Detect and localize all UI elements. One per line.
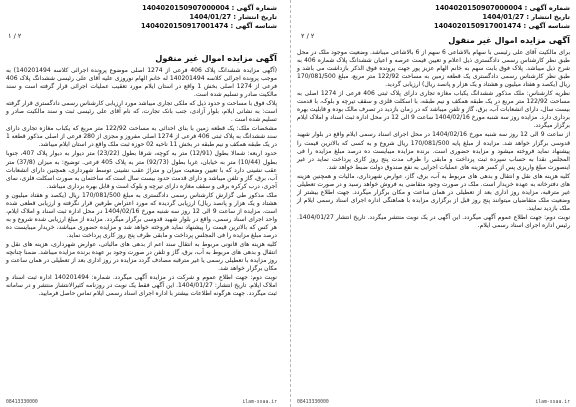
footer-site: ilam-ssaa.ir	[242, 400, 277, 405]
body-paragraph: نوبت دوم: جهت اطلاع عموم و شرکت در مزایده آگهی میگردد. شماره: 140201494 اداره ثبت اسناد و املاک ایلام. تاریخ انتشار: 1404/01/27. این آگهی فقط یک نوبت در روزنامه کثیرالانتشار منتشر و در سامانه ثبت میگردد. جهت هرگونه اطلاعات بیشتر با اداره اجرای اسناد رسمی ایلام تماس حاصل فرمایید.	[6, 274, 277, 298]
publish-date-row	[297, 13, 570, 22]
tracking-id-row	[297, 22, 570, 31]
publish-date-row	[6, 13, 277, 22]
publish-date-value: 1404/01/27	[189, 13, 232, 21]
notice-title: آگهی مزایده اموال غیر منقول	[155, 53, 277, 63]
body-paragraph: حدود اربعه: شمالا بطول (12/91) متر به کوچه، شرقا بطول (23/22) متر دیوار به دیوار پلاک 407، جنوبا بطول (10/44) متر به خیابان، غربا بطول (92/73) متر به پلاک 405 فرعی. توضیح: به میزان (37/8) متر عقب نشینی دارد که با تعیین وضعیت میزان و متراژ عقب نشینی توسط شهرداری، همچنین دارای انشعابات آب، برق، گاز و تلفن میباشد و دارای قدمت حدود بیست سال است که ساختمان به صورت اسکلت فلزی، نمای آجری، درب کرکره برقی و سقف مغازه دارای تیرچه و بلوک است و قابل بهره برداری میباشد.	[6, 150, 278, 190]
publish-date-label: تاریخ انتشار :	[526, 13, 570, 21]
footer-phone: 08413330000	[297, 400, 329, 405]
tracking-id-value: 1404020150917001474	[141, 22, 229, 30]
body-paragraph: پلاک فوق با مساحت و حدود ذیل که ملکی تجاری میباشد مورد ارزیابی کارشناس رسمی دادگستری قرار گرفته است: به نشانی ایلام، بلوار آزادی، جنب بانک تجارت، که نام آقای علی رئیسی ثبت و سند مالکیت صادر و تسلیم شده است .	[6, 100, 277, 124]
page-number: ۲ / ۲	[301, 32, 315, 40]
tracking-id-label: شناسه آگهی :	[523, 22, 570, 30]
publish-date-label: تاریخ انتشار :	[233, 13, 277, 21]
notice-number-row	[6, 4, 277, 13]
tracking-id-row	[6, 22, 277, 31]
body-paragraph: مشخصات ملک: یک قطعه زمین با بنای احداثی به مساحت 122/92 متر مربع که یکباب مغازه تجاری دارای سند ششدانگ به پلاک ثبتی 406 فرعی از 1274 اصلی مفروز و مجزی از 280 فرعی از اصلی مذکور قطعه 1 در یک طبقه همکف و نیم طبقه در بخش 11 ناحیه 02 حوزه ثبت ملک واقع در استان ایلام میباشد.	[6, 125, 277, 149]
document-page-1	[0, 0, 283, 407]
notice-body	[297, 49, 570, 230]
body-paragraph: نظریه کارشناس: ملک مذکور ششدانگ یکباب مغازه تجاری دارای پلاک ثبتی 406 فرعی از 1274 اصلی به مساحت 122/92 متر مربع در یک طبقه همکف و نیم طبقه، با اسکلت فلزی و سقف تیرچه و بلوک، با قدمت بیست سال، دارای انشعابات آب، برق، گاز و تلفن میباشد که در زمان بازدید در تصرف مالک بوده و قابلیت بهره برداری دارد. مزایده روز سه شنبه مورخ 1404/02/16 ساعت 9 الی 12 در محل اداره ثبت اسناد و املاک ایلام برگزار میگردد.	[297, 90, 571, 130]
publish-date-value: 1404/01/27	[482, 13, 525, 21]
notice-number-value: 1404020150907000004	[435, 4, 523, 12]
body-paragraph: نوبت دوم: جهت اطلاع عموم آگهی میگردد. این آگهی در یک نوبت منتشر میگردد. تاریخ انتشار 1404/01/27. رئیس اداره اجرای اسناد رسمی ایلام.	[297, 213, 570, 229]
notice-title: آگهی مزایده اموال غیر منقول	[448, 35, 570, 45]
page-footer	[297, 400, 570, 405]
body-paragraph: از ساعت 9 الی 12 روز سه شنبه مورخ 1404/02/16 در محل اجرای اسناد رسمی ایلام واقع در بلوار شهید قدوسی برگزار خواهد شد. مزایده از مبلغ پایه 170/081/500 ریال شروع و به کسی که بالاترین قیمت را پیشنهاد نماید فروخته میشود و مزایده حضوری است. برنده مزایده میبایست ده درصد مبلغ مزایده را فی المجلس نقدا به حساب سپرده ثبت پرداخت و مابقی را ظرف مدت پنج روز کاری پرداخت نماید در غیر اینصورت مبلغ واریزی پس از کسر هزینه های عملیات اجرایی به نفع صندوق دولت ضبط خواهد شد.	[297, 131, 571, 171]
footer-site: ilam-ssaa.ir	[535, 400, 570, 405]
tracking-id-label: شناسه آگهی :	[230, 22, 277, 30]
page-number: ۲ / ۱	[8, 32, 22, 40]
body-paragraph: کلیه هزینه های نقل و انتقال و بدهی های مربوط به آب، برق، گاز، عوارض شهرداری، مالیات و همچنین هزینه های دفترخانه به عهده خریدار است. ملک در صورت وجود متقاضی به فروش خواهد رسید و در صورت تعطیلی غیر مترقبه، مزایده روز اداری بعد از تعطیلی در همان ساعت و مکان برگزار میگردد. جهت اطلاع بیشتر از وضعیت ملک متقاضیان میتوانند پنج روز قبل از برگزاری مزایده با هماهنگی اداره اجرای اسناد رسمی ایلام از ملک بازدید نمایند.	[297, 172, 570, 212]
page-footer	[6, 400, 277, 405]
body-paragraph: ملک مذکور طی گزارش کارشناس رسمی دادگستری به مبلغ 170/081/500 ریال (یکصد و هفتاد میلیون و هشتاد و یک هزار و پانصد ریال) ارزیابی گردیده که مورد اعتراض طرفین قرار نگرفته و ارزیابی قطعی شده است. مزایده از ساعت 9 الی 12 روز سه شنبه مورخ 1404/02/16 در محل اداره ثبت اسناد و املاک ایلام، واحد اجرای اسناد رسمی، واقع در بلوار شهید قدوسی برگزار میگردد. مزایده از مبلغ ارزیابی شده شروع و به هر کس که بالاترین قیمت را پیشنهاد نماید فروخته خواهد شد و مزایده حضوری میباشد، خریدار میبایست ده درصد مبلغ مزایده را فی المجلس پرداخت و مابقی ظرف پنج روز کاری پرداخت نماید.	[6, 191, 277, 239]
notice-body	[6, 67, 277, 298]
footer-phone: 08413330000	[6, 400, 38, 405]
body-paragraph: کلیه هزینه های قانونی مربوط به انتقال سند اعم از بدهی های مالیاتی، عوارض شهرداری، هزینه های نقل و انتقال و بدهی های مربوط به آب، برق، گاز و تلفن در صورت وجود بر عهده برنده مزایده میباشد. ضمنا چنانچه روز مزایده با تعطیلی رسمی یا غیر مترقبه مصادف گردد مزایده در روز اداری بعد از تعطیلی در همان ساعت و مکان برگزار خواهد شد.	[6, 240, 277, 273]
notice-number-value: 1404020150907000004	[142, 4, 230, 12]
notice-meta	[297, 4, 570, 31]
tracking-id-value: 1404020150917001474	[434, 22, 522, 30]
notice-meta	[6, 4, 277, 31]
notice-number-label: شماره آگهی :	[524, 4, 570, 12]
document-page-2	[290, 0, 576, 407]
body-paragraph: (آگهی مزایده ششدانگ پلاک 406 فرعی از 1274 اصلی موضوع پرونده اجرائی کلاسه 140201494) به موجب پرونده اجرائی کلاسه 140201494 له خانم الهام نوروزی علیه آقای علی رئیسی ششدانگ پلاک 406 فرعی از 1274 اصلی بخش 1 واقع در استان ایلام مورد تعقیب عملیات اجرائی قرار گرفته است و سند مالکیت صادر و تسلیم شده است.	[6, 67, 278, 99]
body-paragraph: برای مالکیت آقای علی رئیسی با سهام بالاشاعی 6 سهم از 6 بالاشاعی میباشد. وضعیت موجود ملک در محل طبق نظر کارشناس رسمی دادگستری ذیل اعلام و تعیین قیمت عرصه و اعیان ششدانگ پلاک شماره 406 به شرح ذیل میباشد. پلاک فوق بابت سهم به خانم الهام عزیز پور جهت پرونده فوق الذکر بازداشت می باشد و طبق نظر کارشناس رسمی دادگستری یک قطعه زمین به مساحت 122/92 متر مربع، مبلغ 170/081/500 ریال (یکصد و هفتاد میلیون و هشتاد و یک هزار و پانصد ریال) ارزیابی گردید.	[297, 49, 570, 89]
notice-number-label: شماره آگهی :	[231, 4, 277, 12]
notice-number-row	[297, 4, 570, 13]
